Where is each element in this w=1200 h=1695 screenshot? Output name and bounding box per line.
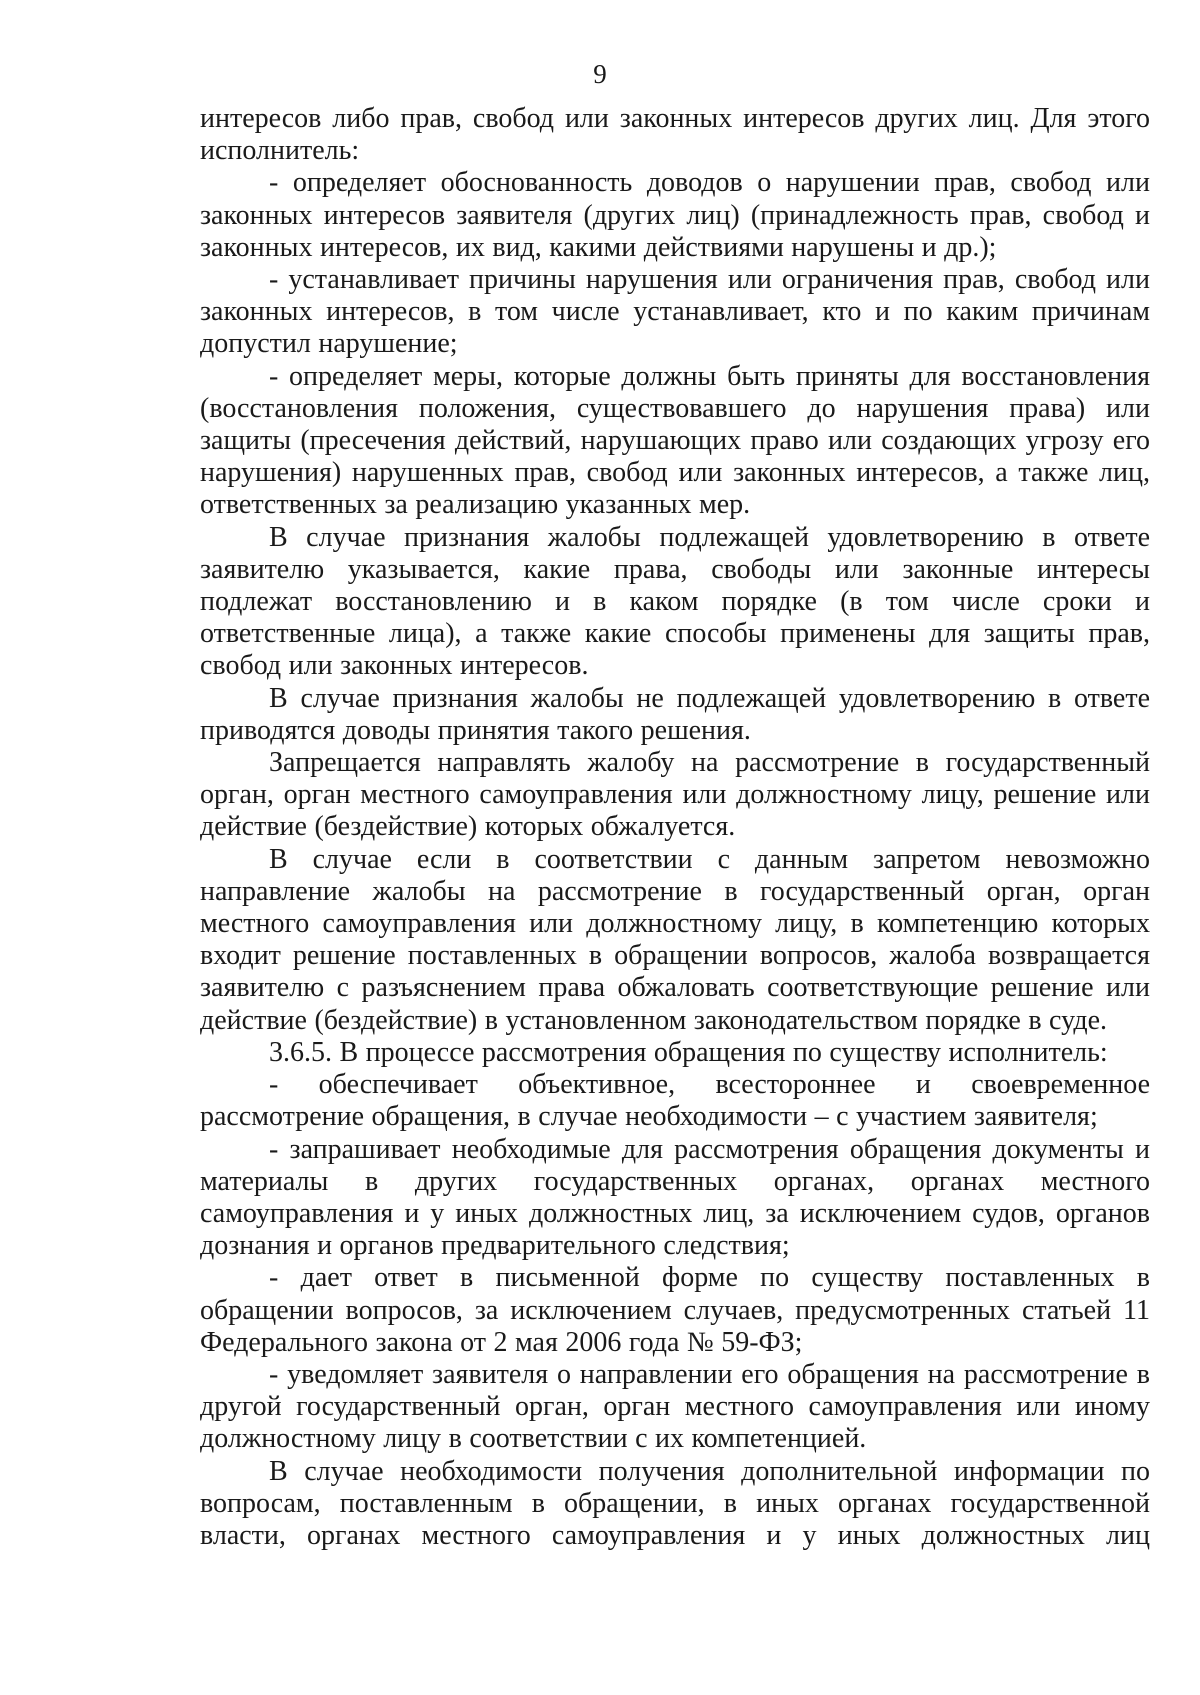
paragraph-prohibition: Запрещается направлять жалобу на рассмотрение в государственный орган, орган местного самоуправления или должностному лицу, решение или действие (бездействие) которых обжалуется. bbox=[200, 747, 1150, 843]
list-item-notifies-applicant: - уведомляет заявителя о направлении его обращения на рассмотрение в другой государственный орган, орган местного самоуправления или иному должностному лицу в соответствии с их компетенцией. bbox=[200, 1358, 1150, 1455]
list-item-establishes-causes: - устанавливает причины нарушения или ограничения прав, свобод или законных интересов, в том числе устанавливает, кто и по каким причинам допустил нарушение; bbox=[200, 264, 1150, 360]
list-item-determines-measures: - определяет меры, которые должны быть приняты для восстановления (восстановления положения, существовавшего до нарушения права) или защиты (пресечения действий, нарушающих право или создающих угрозу его нарушения) нарушенных прав, свобод или законных интересов, а также лиц, ответственных за реализацию указанных мер. bbox=[200, 360, 1150, 521]
paragraph-additional-information: В случае необходимости получения дополнительной информации по вопросам, поставленным в обращении, в иных органах государственной власти, органах местного самоуправления и у иных должностных лиц bbox=[200, 1455, 1150, 1551]
document-body bbox=[200, 103, 1150, 1552]
page-number: 9 bbox=[593, 59, 607, 89]
paragraph-continuation: интересов либо прав, свобод или законных интересов других лиц. Для этого исполнитель: bbox=[200, 103, 1150, 167]
paragraph-complaint-satisfied: В случае признания жалобы подлежащей удовлетворению в ответе заявителю указывается, какие права, свободы или законные интересы подлежат восстановлению и в каком порядке (в том числе сроки и ответственные лица), а также какие способы применены для защиты прав, свобод или законных интересов. bbox=[200, 521, 1150, 682]
list-item-ensures-review: - обеспечивает объективное, всестороннее и своевременное рассмотрение обращения, в случае необходимости – с участием заявителя; bbox=[200, 1069, 1150, 1133]
list-item-requests-documents: - запрашивает необходимые для рассмотрения обращения документы и материалы в других государственных органах, органах местного самоуправления и у иных должностных лиц, за исключением судов, органов дознания и органов предварительного следствия; bbox=[200, 1133, 1150, 1262]
section-heading-3-6-5: 3.6.5. В процессе рассмотрения обращения по существу исполнитель: bbox=[269, 1036, 1108, 1068]
paragraph-complaint-returned: В случае если в соответствии с данным запретом невозможно направление жалобы на рассмотрение в государственный орган, орган местного самоуправления или должностному лицу, в компетенцию которых входит решение поставленных в обращении вопросов, жалоба возвращается заявителю с разъяснением права обжаловать соответствующие решение или действие (бездействие) в установленном законодательством порядке в суде. bbox=[200, 843, 1150, 1036]
list-item-gives-answer: - дает ответ в письменной форме по существу поставленных в обращении вопросов, за исключением случаев, предусмотренных статьей 11 Федерального закона от 2 мая 2006 года № 59-ФЗ; bbox=[200, 1262, 1150, 1358]
list-item-determines-validity: - определяет обоснованность доводов о нарушении прав, свобод или законных интересов заявителя (других лиц) (принадлежность прав, свобод и законных интересов, их вид, какими действиями нарушены и др.); bbox=[200, 167, 1150, 263]
paragraph-complaint-rejected: В случае признания жалобы не подлежащей удовлетворению в ответе приводятся доводы принятия такого решения. bbox=[200, 682, 1150, 746]
